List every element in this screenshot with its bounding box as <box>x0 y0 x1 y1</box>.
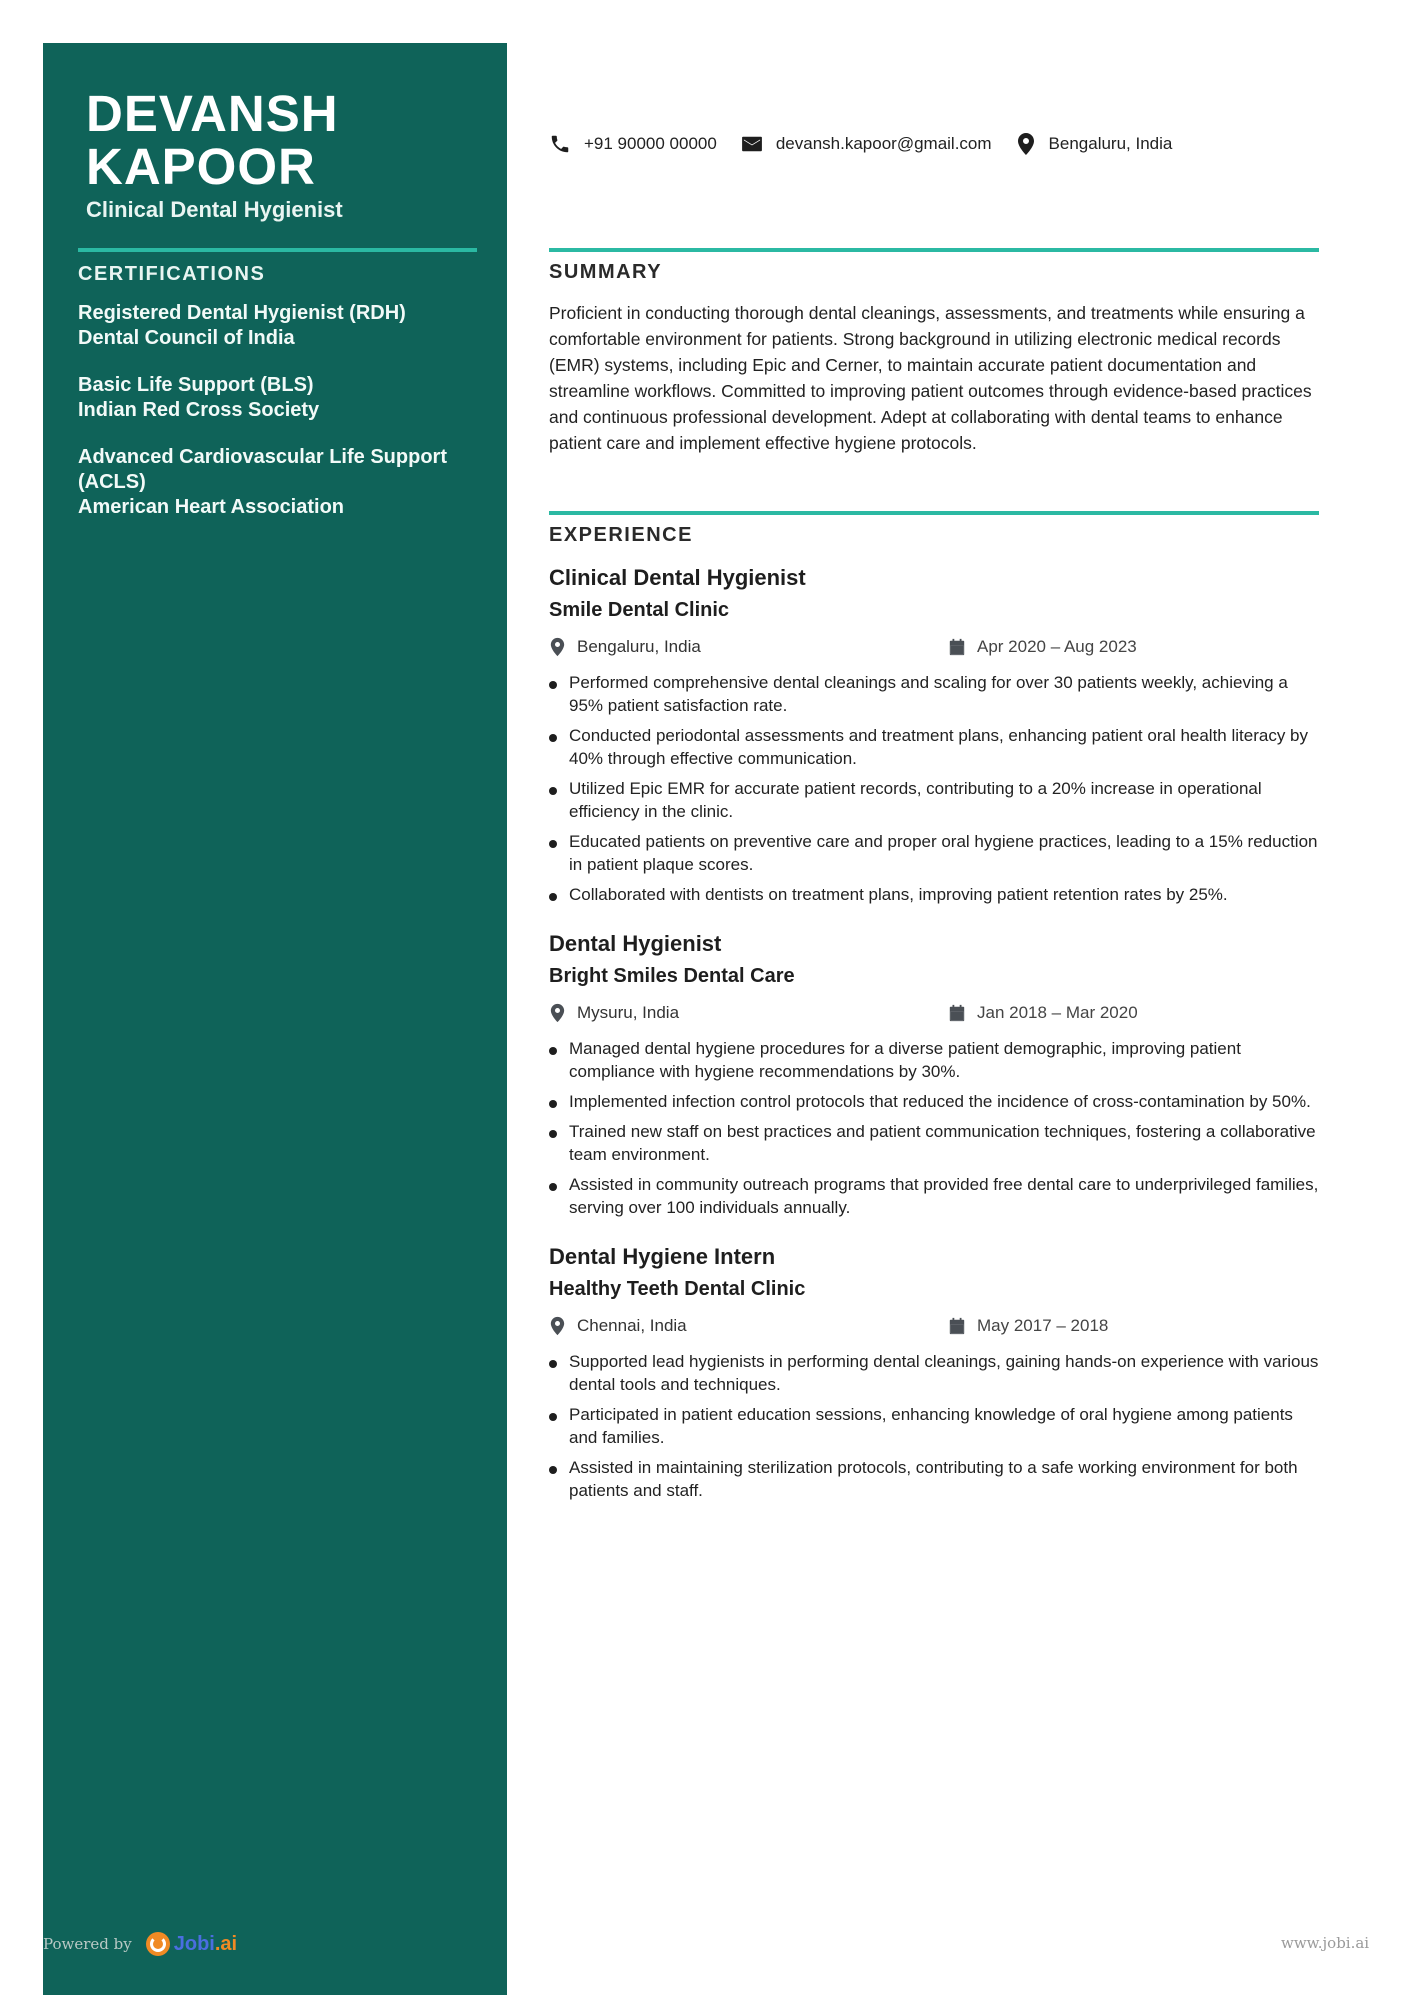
certifications-list <box>78 301 478 542</box>
jobi-logo-icon <box>146 1932 170 1956</box>
job-dates-text: May 2017 – 2018 <box>977 1316 1109 1335</box>
certification-item <box>78 301 478 351</box>
experience-divider <box>549 511 1319 515</box>
summary-heading: SUMMARY <box>549 261 663 283</box>
experience-heading: EXPERIENCE <box>549 524 693 546</box>
map-pin-icon <box>549 637 566 657</box>
bullet-item: Managed dental hygiene procedures for a diverse patient demographic, improving patient compliance with hygiene recommendations by 30%. <box>549 1037 1319 1083</box>
job-location-text: Mysuru, India <box>577 1003 680 1022</box>
certification-item <box>78 373 478 423</box>
job-entry <box>549 563 1319 906</box>
job-company: Bright Smiles Dental Care <box>549 965 795 987</box>
job-location <box>549 1003 679 1023</box>
bullet-item: Conducted periodontal assessments and treatment plans, enhancing patient oral health literacy by 40% through effective communication. <box>549 724 1319 770</box>
job-location-text: Bengaluru, India <box>577 637 701 656</box>
job-bullets <box>549 1350 1319 1502</box>
job-company: Healthy Teeth Dental Clinic <box>549 1278 806 1300</box>
email-text: devansh.kapoor@gmail.com <box>775 134 992 153</box>
job-company: Smile Dental Clinic <box>549 599 730 621</box>
envelope-icon <box>741 135 763 153</box>
bullet-item: Collaborated with dentists on treatment plans, improving patient retention rates by 25%. <box>549 883 1319 906</box>
certification-issuer: Dental Council of India <box>78 327 295 349</box>
logo-text: Jobi <box>173 1932 215 1955</box>
job-bullets <box>549 671 1319 906</box>
job-location <box>549 1316 687 1336</box>
phone-text: +91 90000 00000 <box>584 134 717 153</box>
job-meta <box>549 637 1319 661</box>
bullet-item: Educated patients on preventive care and proper oral hygiene practices, leading to a 15% reduction in patient plaque scores. <box>549 830 1319 876</box>
summary-text: Proficient in conducting thorough dental cleanings, assessments, and treatments while ensuring a comfortable environment for patients. Strong background in utilizing electronic medical records (EMR) systems, including Epic and Cerner, to maintain accurate patient documentation and streamline workflows. Committed to improving patient outcomes through evidence-based practices and continuous professional development. Adept at collaborating with dental teams to enhance patient care and implement effective hygiene protocols. <box>549 303 1312 453</box>
job-meta <box>549 1316 1319 1340</box>
sidebar-divider <box>78 248 477 252</box>
location-text: Bengaluru, India <box>1048 134 1173 153</box>
logo-suffix: .ai <box>214 1932 238 1955</box>
job-title: Dental Hygienist <box>549 931 722 956</box>
contact-email[interactable] <box>741 134 992 154</box>
certification-name: Advanced Cardiovascular Life Support (ACLS) <box>78 446 447 493</box>
certification-name: Basic Life Support (BLS) <box>78 374 314 396</box>
bullet-item: Supported lead hygienists in performing dental cleanings, gaining hands-on experience with various dental tools and techniques. <box>549 1350 1319 1396</box>
job-dates <box>948 1003 1138 1023</box>
certification-issuer: American Heart Association <box>78 496 345 518</box>
job-location <box>549 637 701 657</box>
job-dates-text: Apr 2020 – Aug 2023 <box>977 637 1137 656</box>
calendar-icon <box>948 638 966 656</box>
certification-issuer: Indian Red Cross Society <box>78 399 320 421</box>
calendar-icon <box>948 1004 966 1022</box>
phone-icon <box>549 133 571 155</box>
contact-phone[interactable] <box>549 133 717 155</box>
bullet-item: Trained new staff on best practices and patient communication techniques, fostering a collaborative team environment. <box>549 1120 1319 1166</box>
map-pin-icon <box>549 1003 566 1023</box>
bullet-item: Performed comprehensive dental cleanings and scaling for over 30 patients weekly, achieving a 95% patient satisfaction rate. <box>549 671 1319 717</box>
job-dates <box>948 637 1137 657</box>
bullet-item: Utilized Epic EMR for accurate patient records, contributing to a 20% increase in operational efficiency in the clinic. <box>549 777 1319 823</box>
map-pin-icon <box>549 1316 566 1336</box>
bullet-item: Implemented infection control protocols that reduced the incidence of cross-contamination by 50%. <box>549 1090 1319 1113</box>
certification-name: Registered Dental Hygienist (RDH) <box>78 302 406 324</box>
certifications-heading: CERTIFICATIONS <box>78 263 266 285</box>
job-bullets <box>549 1037 1319 1219</box>
bullet-item: Assisted in maintaining sterilization protocols, contributing to a safe working environment for both patients and staff. <box>549 1456 1319 1502</box>
experience-list <box>549 563 1319 1525</box>
map-pin-icon <box>1016 132 1036 156</box>
job-dates-text: Jan 2018 – Mar 2020 <box>977 1003 1138 1022</box>
contact-location <box>1016 132 1173 156</box>
sidebar <box>43 43 507 1995</box>
candidate-name: DEVANSH KAPOOR <box>86 85 339 195</box>
job-entry <box>549 929 1319 1219</box>
certification-item <box>78 445 478 520</box>
jobi-logo[interactable] <box>146 1932 237 1956</box>
job-location-text: Chennai, India <box>577 1316 687 1335</box>
summary-divider <box>549 248 1319 252</box>
powered-by-text: Powered by <box>43 1935 132 1953</box>
bullet-item: Participated in patient education sessions, enhancing knowledge of oral hygiene among patients and families. <box>549 1403 1319 1449</box>
job-title: Dental Hygiene Intern <box>549 1244 776 1269</box>
site-link[interactable]: www.jobi.ai <box>1281 1934 1370 1952</box>
calendar-icon <box>948 1317 966 1335</box>
contact-row <box>549 130 1196 158</box>
job-entry <box>549 1242 1319 1502</box>
job-meta <box>549 1003 1319 1027</box>
bullet-item: Assisted in community outreach programs that provided free dental care to underprivileged families, serving over 100 individuals annually. <box>549 1173 1319 1219</box>
powered-by-footer <box>43 1932 237 1956</box>
job-dates <box>948 1316 1108 1336</box>
job-title: Clinical Dental Hygienist <box>549 565 806 590</box>
candidate-title: Clinical Dental Hygienist <box>86 197 343 222</box>
